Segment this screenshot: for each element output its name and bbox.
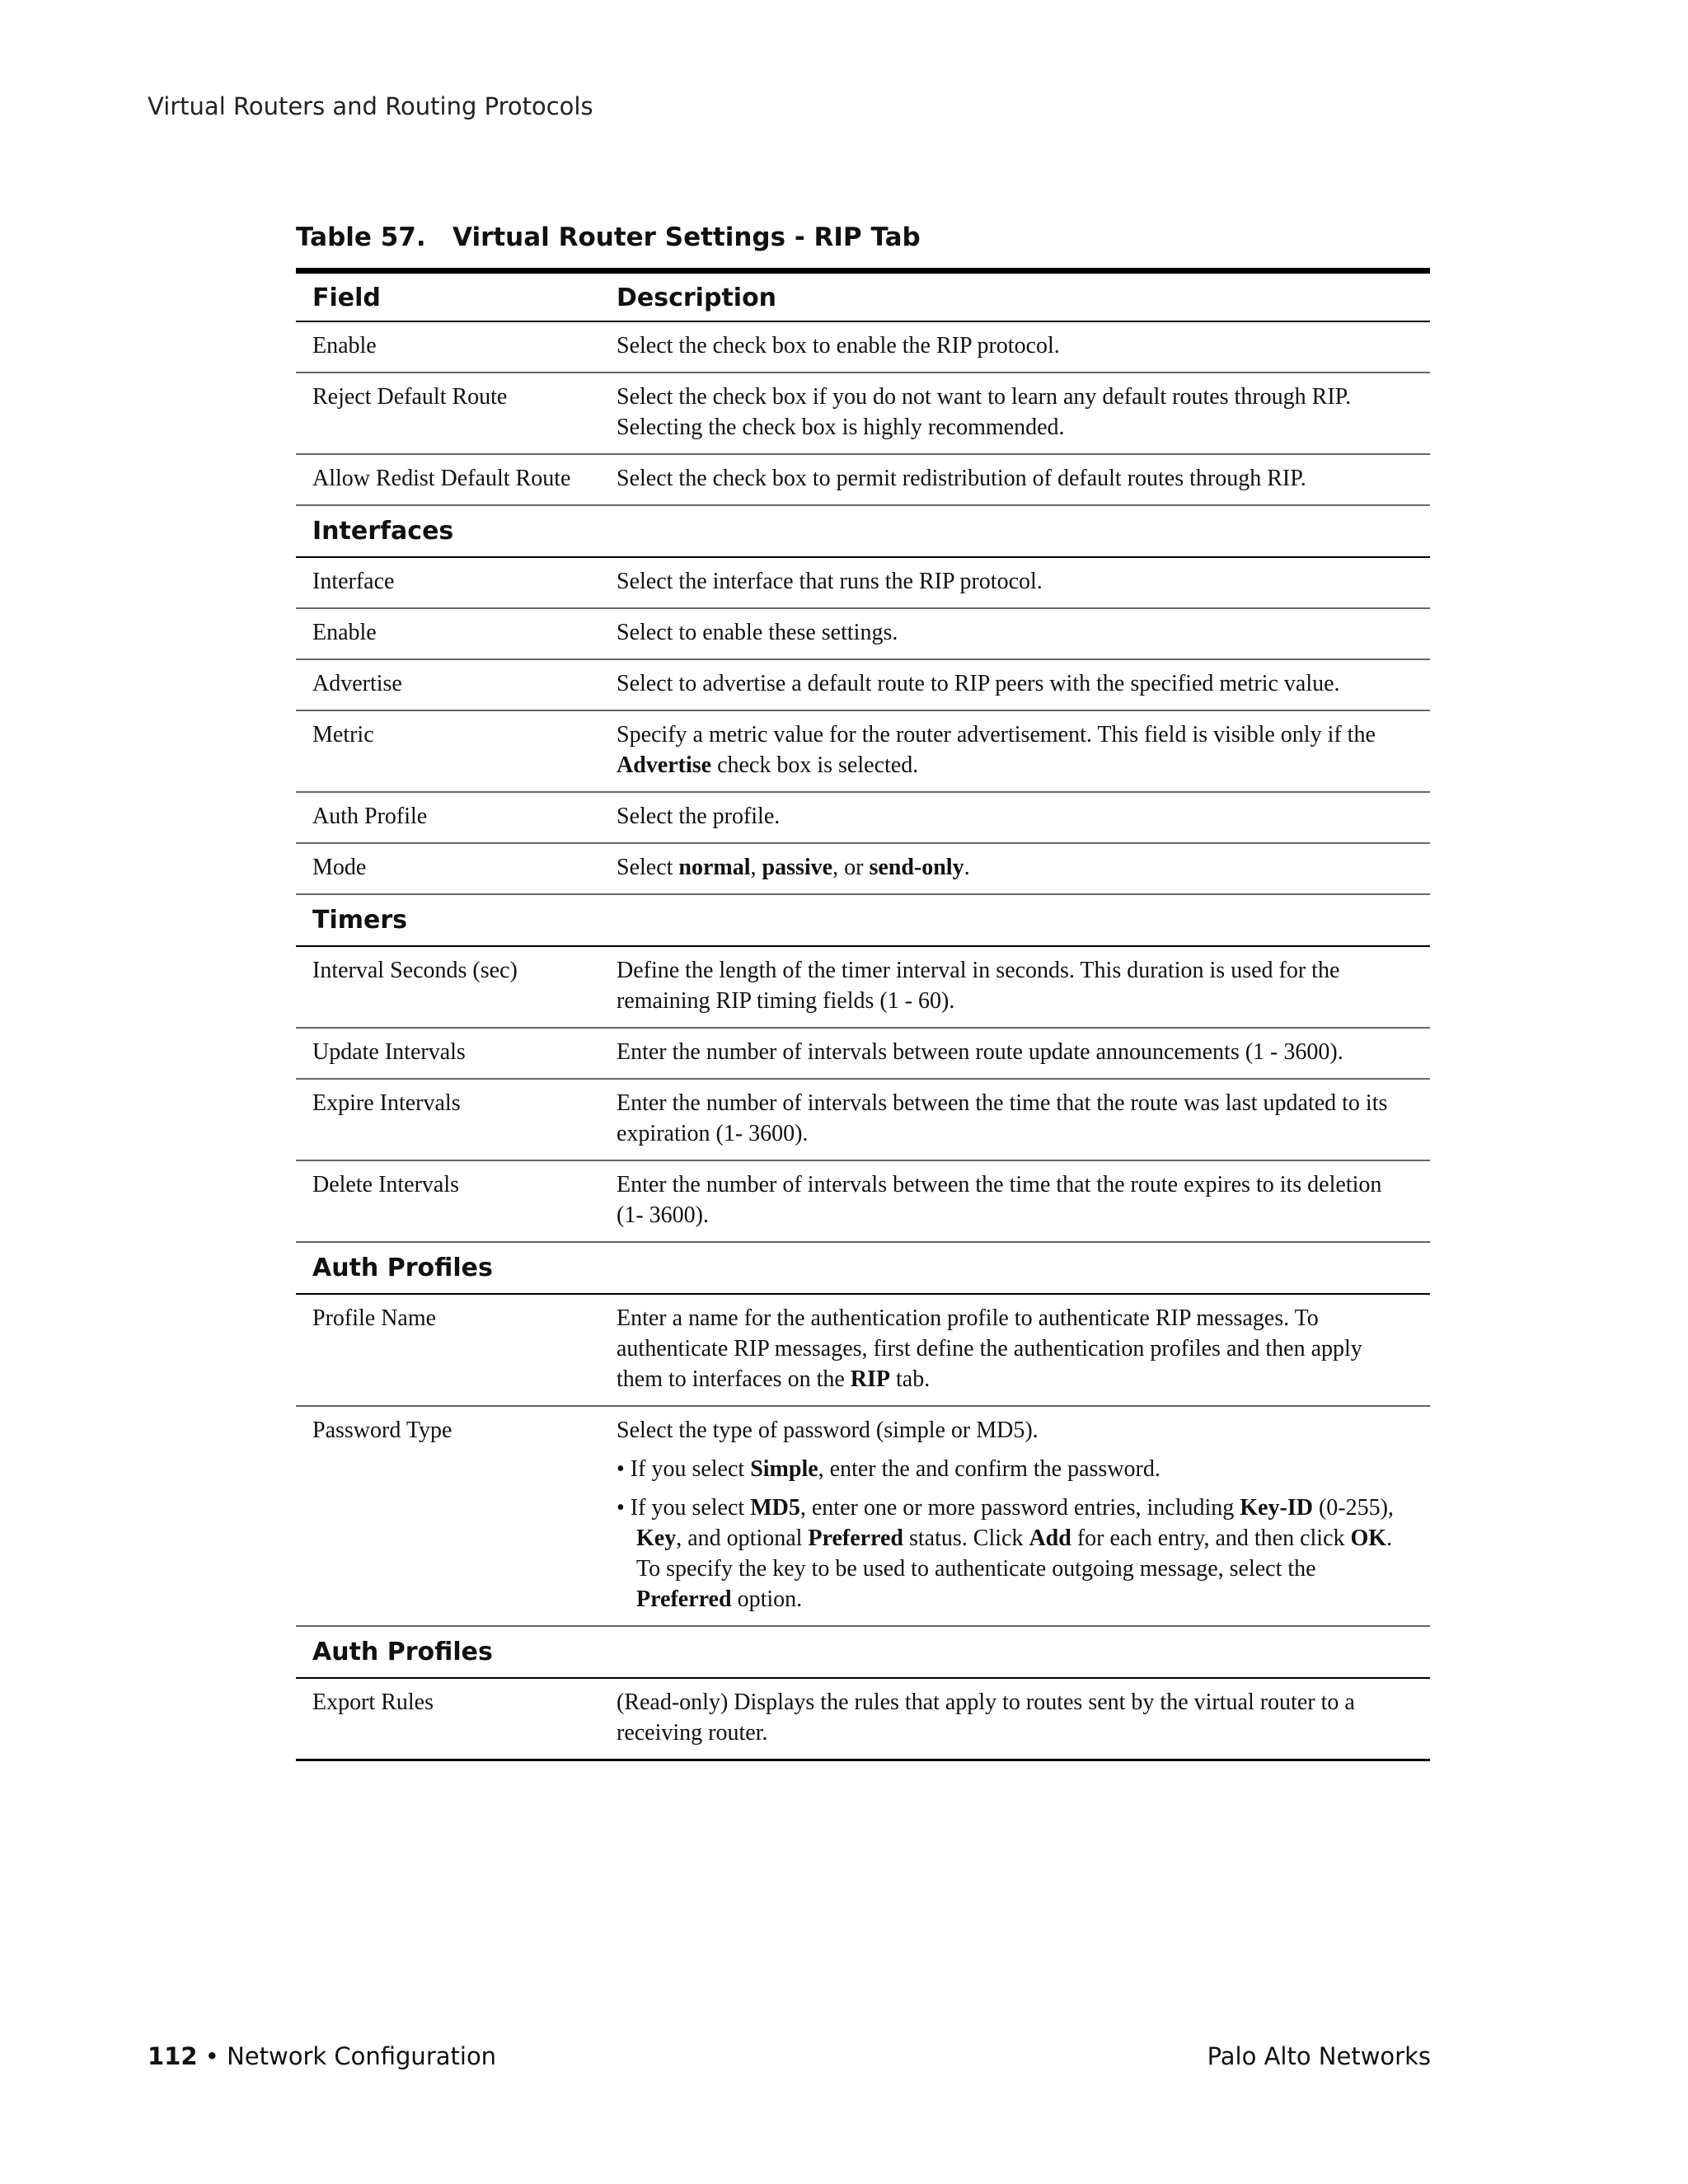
section-heading: Interfaces: [296, 505, 1430, 557]
field-cell: Expire Intervals: [296, 1079, 600, 1160]
field-cell: Enable: [296, 608, 600, 659]
table-header-row: [296, 274, 1430, 321]
bullet-item: • If you select MD5, enter one or more password entries, including Key-ID (0-255), Key, and optional Preferred status. Click Add for each entry, and then click OK. To specify the key to be used to authenticate outgoing message, select the Preferred option.: [617, 1495, 1394, 1612]
description-cell: Define the length of the timer interval in seconds. This duration is used for the remaining RIP timing fields (1 - 60).: [600, 946, 1430, 1028]
section-row-interfaces: [296, 505, 1430, 557]
column-header-description: Description: [600, 274, 1430, 321]
table-row: [296, 1294, 1430, 1406]
table-row: [296, 1678, 1430, 1759]
running-header: Virtual Routers and Routing Protocols: [148, 92, 593, 120]
table-row: [296, 1160, 1430, 1242]
description-cell: Select the check box if you do not want to learn any default routes through RIP. Selecting the check box is highly recommended.: [600, 373, 1430, 454]
column-header-field: Field: [296, 274, 600, 321]
table-row: [296, 659, 1430, 710]
table-row: [296, 557, 1430, 608]
section-row-auth-profiles: [296, 1626, 1430, 1678]
description-cell: Enter the number of intervals between the time that the route was last updated to its expiration (1- 3600).: [600, 1079, 1430, 1160]
description-cell: Select to enable these settings.: [600, 608, 1430, 659]
description-paragraph: Select the type of password (simple or MD5).: [617, 1418, 1039, 1443]
table-row: [296, 454, 1430, 505]
description-cell: Select to advertise a default route to RIP peers with the specified metric value.: [600, 659, 1430, 710]
section-row-timers: [296, 894, 1430, 946]
section-heading: Timers: [296, 894, 1430, 946]
field-cell: Export Rules: [312, 1690, 434, 1715]
bullet-item: • If you select Simple, enter the and confirm the password.: [617, 1456, 1160, 1482]
table-row: [296, 1028, 1430, 1079]
settings-table-container: [296, 268, 1430, 1761]
field-cell: Update Intervals: [296, 1028, 600, 1079]
table-row: [296, 373, 1430, 454]
description-cell: [600, 1406, 1430, 1626]
field-cell: Interface: [296, 557, 600, 608]
field-cell: Enable: [296, 321, 600, 373]
section-heading: Auth Profiles: [296, 1626, 1430, 1678]
footer-page-info: [148, 2042, 496, 2070]
description-cell: Select the interface that runs the RIP protocol.: [600, 557, 1430, 608]
footer-company: Palo Alto Networks: [1207, 2042, 1431, 2070]
table-row: [296, 792, 1430, 843]
table-row: [296, 1406, 1430, 1626]
description-cell: Enter the number of intervals between the time that the route expires to its deletion (1- 3600).: [600, 1160, 1430, 1242]
field-cell: Auth Profile: [296, 792, 600, 843]
description-cell: Enter the number of intervals between route update announcements (1 - 3600).: [600, 1028, 1430, 1079]
field-cell: Mode: [296, 843, 600, 894]
table-row: [296, 710, 1430, 792]
description-cell: Specify a metric value for the router advertisement. This field is visible only if the Advertise check box is selected.: [600, 710, 1430, 792]
section-heading: Auth Profiles: [296, 1242, 1430, 1294]
table-row: [296, 608, 1430, 659]
field-cell: Advertise: [296, 659, 600, 710]
field-cell: Allow Redist Default Route: [296, 454, 600, 505]
description-cell: (Read-only) Displays the rules that apply to routes sent by the virtual router to a receiving router.: [617, 1690, 1355, 1746]
table-row: [296, 946, 1430, 1028]
field-cell: Interval Seconds (sec): [296, 946, 600, 1028]
field-cell: Metric: [296, 710, 600, 792]
table-caption: Table 57. Virtual Router Settings - RIP Tab: [296, 223, 921, 252]
table-row: [296, 1079, 1430, 1160]
field-cell: Password Type: [296, 1406, 600, 1626]
table-row: [296, 843, 1430, 894]
description-cell: Select the check box to enable the RIP protocol.: [600, 321, 1430, 373]
section-row-auth-profiles: [296, 1242, 1430, 1294]
description-cell: Select the profile.: [600, 792, 1430, 843]
table-row: [296, 321, 1430, 373]
field-cell: Delete Intervals: [296, 1160, 600, 1242]
field-cell: Reject Default Route: [296, 373, 600, 454]
page-number: 112: [148, 2042, 198, 2070]
field-cell: Profile Name: [296, 1294, 600, 1406]
rip-settings-table: [296, 274, 1430, 1759]
description-cell: Select the check box to permit redistribution of default routes through RIP.: [600, 454, 1430, 505]
description-cell: Select normal, passive, or send-only.: [600, 843, 1430, 894]
footer-section: • Network Configuration: [197, 2042, 497, 2070]
description-cell: Enter a name for the authentication profile to authenticate RIP messages. To authenticate RIP messages, first define the authentication profiles and then apply them to interfaces on the RIP tab.: [600, 1294, 1430, 1406]
